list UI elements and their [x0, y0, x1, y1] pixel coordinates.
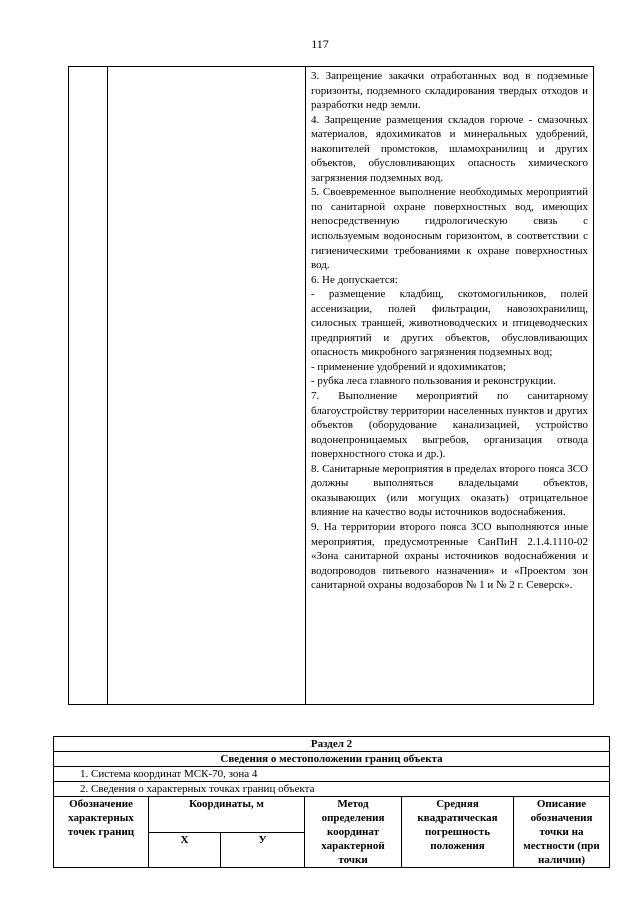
requirement-paragraph: 9. На территории второго пояса ЗСО выполняются иные мероприятия, предусмотренные СанПиН 2.1.4.1110-02 «Зона санитарной охраны источников водоснабжения и водопроводов питьевого назначения» и «Проектом зон санитарной охраны водозаборов № 1 и № 2 г. Северск».	[311, 520, 588, 592]
requirement-paragraph: 5. Своевременное выполнение необходимых мероприятий по санитарной охране поверхностных вод, имеющих непосредственную гидрологическую связь с используемым водоносным горизонтом, в соответствии с гигиеническими требованиями к охране поверхностных вод.	[311, 186, 588, 272]
column-divider	[305, 67, 306, 704]
header-error: Средняя квадратическая погрешность положения	[402, 797, 514, 868]
points-info-heading: 2. Сведения о характерных точках границ объекта	[54, 782, 610, 797]
requirement-paragraph: 6. Не допускается:	[311, 273, 398, 286]
header-y: У	[221, 832, 305, 868]
requirement-paragraph: 8. Санитарные мероприятия в пределах второго пояса ЗСО должны выполняться владельцами объектов, оказывающих (или могущих оказать) отрицательное влияние на качество воды источников водоснабжения.	[311, 462, 588, 519]
header-method: Метод определения координат характерной точки	[305, 797, 402, 868]
section-subtitle: Сведения о местоположении границ объекта	[54, 752, 610, 767]
section-2-table	[53, 736, 610, 868]
requirement-paragraph: 3. Запрещение закачки отработанных вод в подземные горизонты, подземного складирования твердых отходов и разработки недр земли.	[311, 70, 588, 112]
header-x: X	[149, 832, 221, 868]
header-points: Обозначение характерных точек границ	[54, 797, 149, 868]
header-coordinates: Координаты, м	[149, 797, 305, 833]
zone-requirements-table	[68, 66, 594, 705]
coordinate-system: 1. Система координат МСК-70, зона 4	[54, 767, 610, 782]
requirement-paragraph: 7. Выполнение мероприятий по санитарному благоустройству территории населенных пунктов и других объектов (оборудование канализацией, устройство водонепроницаемых выгребов, организация отвода поверхностного стока и др.).	[311, 390, 588, 461]
requirement-paragraph: - размещение кладбищ, скотомогильников, полей ассенизации, полей фильтрации, навозохранилищ, силосных траншей, животноводческих и птицеводческих предприятий и других объектов, обусловливающих опасность микробного загрязнения подземных вод;	[311, 288, 588, 359]
column-divider	[107, 67, 108, 704]
header-description: Описание обозначения точки на местности (при наличии)	[514, 797, 610, 868]
requirement-paragraph: 4. Запрещение размещения складов горюче - смазочных материалов, ядохимикатов и минеральных удобрений, накопителей промстоков, шламохранилищ и других объектов, обусловливающих опасность химического загрязнения подземных вод.	[311, 113, 588, 184]
requirement-paragraph: - применение удобрений и ядохимикатов;	[311, 360, 506, 373]
section-title: Раздел 2	[54, 737, 610, 752]
requirement-paragraph: - рубка леса главного пользования и реконструкции.	[311, 375, 556, 388]
page-number: 117	[311, 37, 329, 51]
requirements-text	[311, 69, 588, 593]
